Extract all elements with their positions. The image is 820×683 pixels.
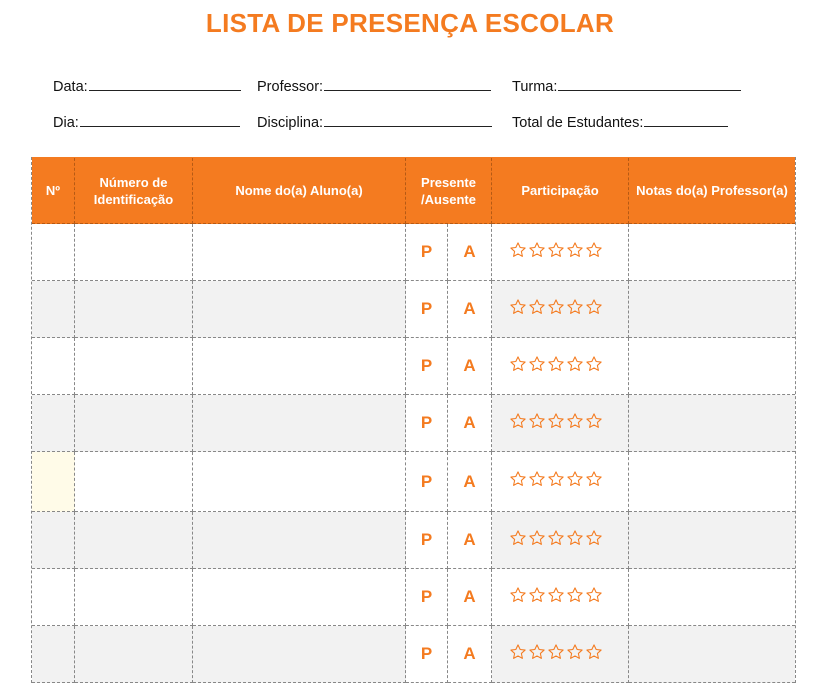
cell-student-name[interactable]	[193, 626, 406, 683]
date-label: Data:	[53, 79, 88, 95]
day-line[interactable]	[80, 112, 240, 127]
total-students-label: Total de Estudantes:	[512, 115, 644, 131]
star-icon[interactable]	[566, 355, 584, 378]
cell-notes[interactable]	[629, 512, 795, 569]
participation-rating[interactable]	[492, 452, 629, 512]
cell-number[interactable]	[32, 281, 75, 338]
cell-notes[interactable]	[629, 338, 795, 395]
present-mark-label: P	[420, 644, 433, 663]
total-students-field[interactable]	[512, 112, 728, 131]
cell-number[interactable]	[32, 224, 75, 281]
star-icon[interactable]	[509, 412, 527, 435]
star-icon[interactable]	[509, 298, 527, 321]
star-icon[interactable]	[566, 412, 584, 435]
cell-id[interactable]	[75, 395, 193, 452]
cell-id[interactable]	[75, 512, 193, 569]
present-mark-label: P	[420, 356, 433, 375]
day-label: Dia:	[53, 115, 79, 131]
star-icon[interactable]	[566, 241, 584, 264]
table-row	[32, 338, 795, 395]
cell-id[interactable]	[75, 452, 193, 512]
absent-mark[interactable]	[448, 224, 492, 281]
absent-mark-label: A	[463, 413, 476, 432]
star-icon[interactable]	[509, 470, 527, 493]
cell-id[interactable]	[75, 281, 193, 338]
cell-number[interactable]	[32, 452, 75, 512]
present-mark[interactable]	[406, 395, 448, 452]
professor-label: Professor:	[257, 79, 324, 95]
star-icon[interactable]	[547, 412, 565, 435]
cell-number[interactable]	[32, 626, 75, 683]
attendance-table	[31, 157, 796, 683]
absent-mark[interactable]	[448, 569, 492, 626]
class-label: Turma:	[512, 79, 558, 95]
table-row	[32, 512, 795, 569]
absent-mark[interactable]	[448, 395, 492, 452]
star-icon[interactable]	[528, 412, 546, 435]
cell-number[interactable]	[32, 569, 75, 626]
header-name: Nome do(a) Aluno(a)	[193, 158, 406, 224]
header-number: Nº	[32, 158, 75, 224]
cell-student-name[interactable]	[193, 281, 406, 338]
participation-rating[interactable]	[492, 281, 629, 338]
table-header	[32, 157, 795, 224]
star-icon[interactable]	[547, 298, 565, 321]
present-mark-label: P	[420, 413, 433, 432]
present-mark[interactable]	[406, 338, 448, 395]
table-row	[32, 452, 795, 512]
star-icon[interactable]	[566, 586, 584, 609]
star-icon[interactable]	[547, 470, 565, 493]
star-icon[interactable]	[585, 412, 603, 435]
cell-student-name[interactable]	[193, 338, 406, 395]
star-icon[interactable]	[566, 470, 584, 493]
star-icon[interactable]	[566, 298, 584, 321]
absent-mark-label: A	[463, 356, 476, 375]
date-line[interactable]	[89, 76, 241, 91]
present-mark[interactable]	[406, 452, 448, 512]
present-mark-label: P	[420, 530, 433, 549]
participation-rating[interactable]	[492, 512, 629, 569]
table-row	[32, 224, 795, 281]
star-icon[interactable]	[528, 643, 546, 666]
cell-id[interactable]	[75, 626, 193, 683]
star-icon[interactable]	[528, 586, 546, 609]
participation-rating[interactable]	[492, 395, 629, 452]
star-icon[interactable]	[547, 643, 565, 666]
cell-notes[interactable]	[629, 626, 795, 683]
absent-mark-label: A	[463, 644, 476, 663]
star-icon[interactable]	[547, 586, 565, 609]
present-mark-label: P	[420, 471, 433, 491]
class-field[interactable]	[512, 76, 741, 95]
absent-mark[interactable]	[448, 626, 492, 683]
star-icon[interactable]	[509, 241, 527, 264]
star-icon[interactable]	[585, 298, 603, 321]
absent-mark[interactable]	[448, 512, 492, 569]
star-icon[interactable]	[585, 241, 603, 264]
cell-notes[interactable]	[629, 569, 795, 626]
absent-mark-label: A	[463, 471, 476, 491]
cell-student-name[interactable]	[193, 569, 406, 626]
star-icon[interactable]	[547, 355, 565, 378]
cell-student-name[interactable]	[193, 452, 406, 512]
star-icon[interactable]	[585, 643, 603, 666]
subject-field[interactable]	[257, 112, 492, 131]
subject-line[interactable]	[324, 112, 492, 127]
absent-mark-label: A	[463, 242, 476, 261]
star-icon[interactable]	[566, 643, 584, 666]
cell-notes[interactable]	[629, 395, 795, 452]
star-icon[interactable]	[509, 529, 527, 552]
total-students-line[interactable]	[644, 112, 728, 127]
class-line[interactable]	[558, 76, 741, 91]
present-mark[interactable]	[406, 224, 448, 281]
star-icon[interactable]	[585, 529, 603, 552]
header-notes: Notas do(a) Professor(a)	[629, 158, 795, 224]
absent-mark-label: A	[463, 299, 476, 318]
cell-number[interactable]	[32, 395, 75, 452]
cell-number[interactable]	[32, 338, 75, 395]
star-icon[interactable]	[509, 643, 527, 666]
present-mark-label: P	[420, 242, 433, 261]
cell-notes[interactable]	[629, 224, 795, 281]
cell-id[interactable]	[75, 224, 193, 281]
cell-student-name[interactable]	[193, 512, 406, 569]
star-icon[interactable]	[528, 355, 546, 378]
present-mark[interactable]	[406, 512, 448, 569]
table-row	[32, 626, 795, 683]
header-present-absent: Presente /Ausente	[406, 158, 492, 224]
cell-student-name[interactable]	[193, 224, 406, 281]
present-mark-label: P	[420, 299, 433, 318]
header-participation: Participação	[492, 158, 629, 224]
header-id: Número de Identificação	[75, 158, 193, 224]
cell-number[interactable]	[32, 512, 75, 569]
day-field[interactable]	[53, 112, 240, 131]
date-field[interactable]	[53, 76, 241, 95]
cell-notes[interactable]	[629, 281, 795, 338]
star-icon[interactable]	[528, 470, 546, 493]
cell-id[interactable]	[75, 338, 193, 395]
page-title: LISTA DE PRESENÇA ESCOLAR	[205, 8, 615, 38]
absent-mark-label: A	[463, 587, 476, 606]
table-row	[32, 395, 795, 452]
present-mark-label: P	[420, 587, 433, 606]
star-icon[interactable]	[528, 241, 546, 264]
star-icon[interactable]	[547, 241, 565, 264]
cell-id[interactable]	[75, 569, 193, 626]
participation-rating[interactable]	[492, 569, 629, 626]
star-icon[interactable]	[528, 529, 546, 552]
participation-rating[interactable]	[492, 224, 629, 281]
professor-line[interactable]	[324, 76, 491, 91]
star-icon[interactable]	[509, 586, 527, 609]
absent-mark[interactable]	[448, 338, 492, 395]
star-icon[interactable]	[566, 529, 584, 552]
star-icon[interactable]	[509, 355, 527, 378]
star-icon[interactable]	[585, 586, 603, 609]
present-mark[interactable]	[406, 569, 448, 626]
present-mark[interactable]	[406, 626, 448, 683]
professor-field[interactable]	[257, 76, 491, 95]
absent-mark[interactable]	[448, 281, 492, 338]
table-row	[32, 281, 795, 338]
star-icon[interactable]	[585, 470, 603, 493]
present-mark[interactable]	[406, 281, 448, 338]
participation-rating[interactable]	[492, 626, 629, 683]
table-row	[32, 569, 795, 626]
star-icon[interactable]	[547, 529, 565, 552]
cell-notes[interactable]	[629, 452, 795, 512]
star-icon[interactable]	[528, 298, 546, 321]
subject-label: Disciplina:	[257, 115, 324, 131]
star-icon[interactable]	[585, 355, 603, 378]
participation-rating[interactable]	[492, 338, 629, 395]
absent-mark[interactable]	[448, 452, 492, 512]
cell-student-name[interactable]	[193, 395, 406, 452]
absent-mark-label: A	[463, 530, 476, 549]
